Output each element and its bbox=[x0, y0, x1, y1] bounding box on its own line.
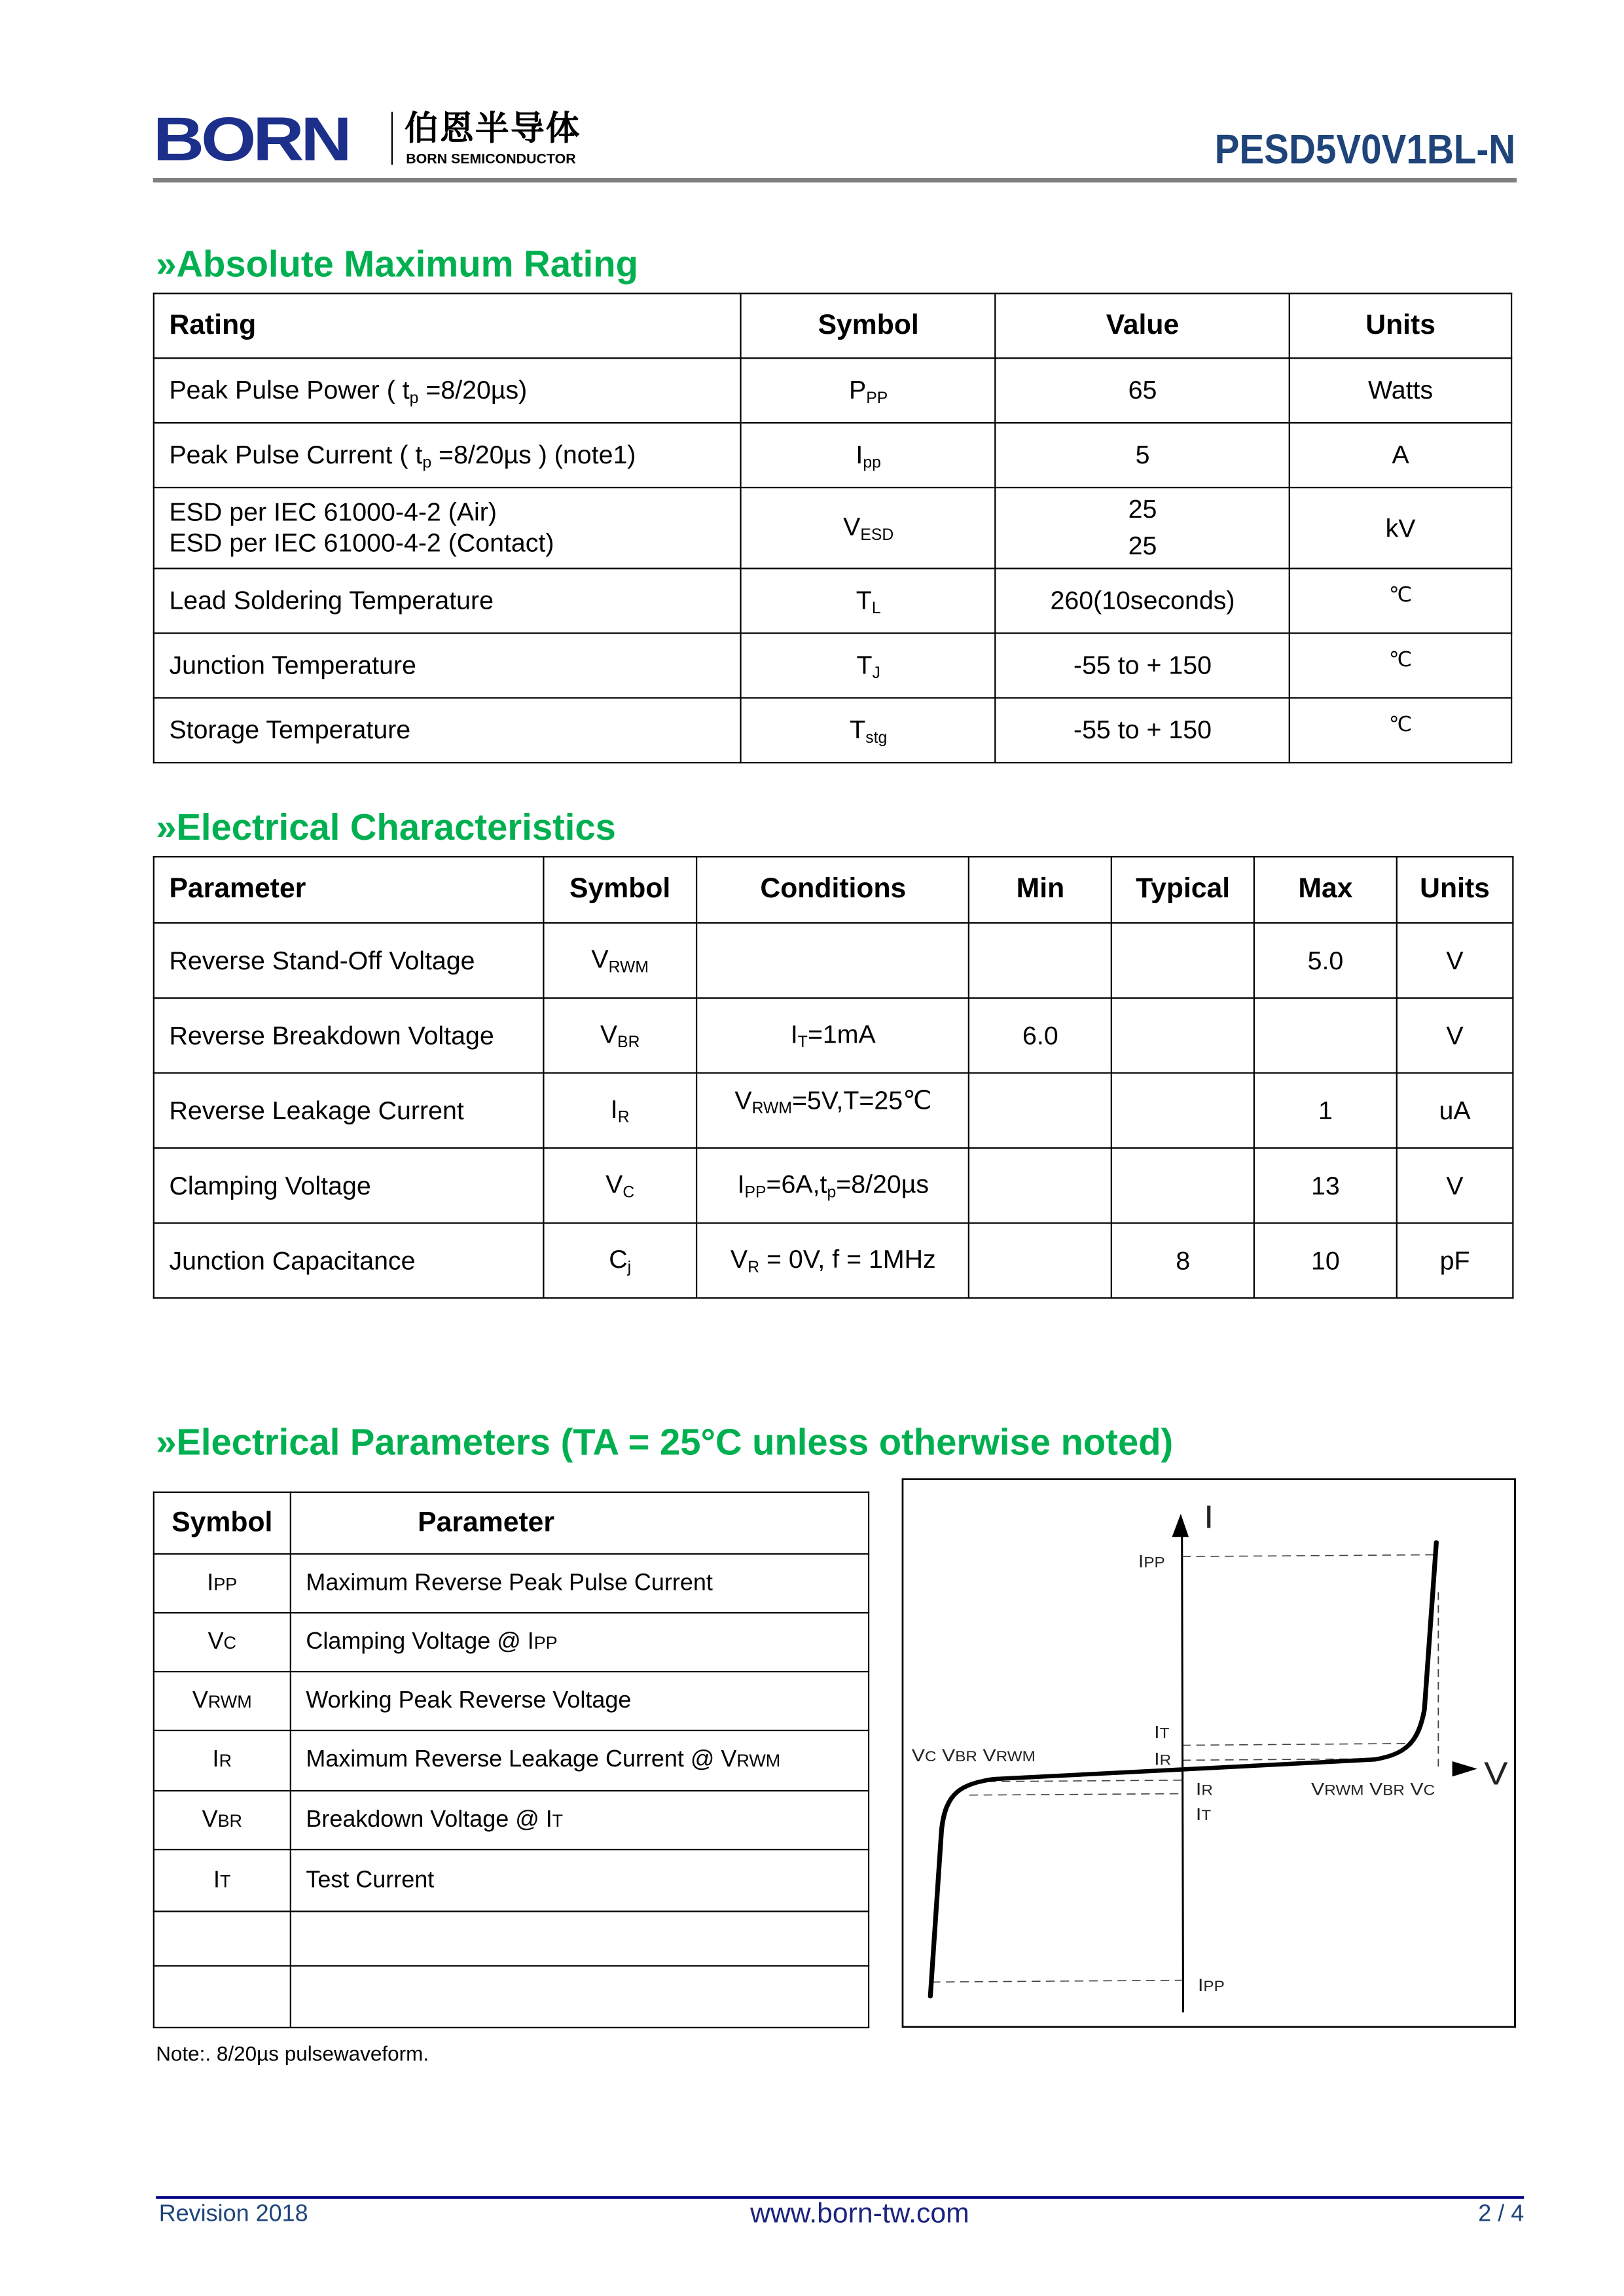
part-number-title: PESD5V0V1BL-N bbox=[1214, 126, 1515, 172]
max-cell: 1 bbox=[1254, 1073, 1397, 1148]
col-header: Units bbox=[1290, 293, 1511, 358]
conditions-cell bbox=[697, 923, 969, 998]
col-header: Value bbox=[996, 293, 1290, 358]
parameter-cell: Junction Capacitance bbox=[154, 1223, 543, 1299]
symbol-cell: $T_{stg}$ bbox=[741, 698, 995, 762]
axis-label-v: V bbox=[1484, 1755, 1508, 1791]
label-it-bottom: IT bbox=[1195, 1804, 1212, 1825]
table-row bbox=[154, 358, 1511, 423]
symbol-cell: VBR bbox=[154, 1791, 291, 1850]
symbol-cell bbox=[154, 1966, 291, 2028]
table-row bbox=[154, 1223, 1513, 1299]
units-cell: pF bbox=[1397, 1223, 1513, 1299]
max-cell: 10 bbox=[1254, 1223, 1397, 1299]
absolute-max-rating-table bbox=[153, 293, 1513, 763]
revision-label: Revision 2018 bbox=[158, 2202, 308, 2227]
col-header: Conditions bbox=[697, 857, 969, 923]
conditions-cell: $V_{RWM}=5V,T=25℃$ bbox=[697, 1073, 969, 1148]
value-cell: 5 bbox=[996, 423, 1290, 488]
table-header-row bbox=[154, 857, 1513, 923]
label-ipp-top: IPP bbox=[1138, 1551, 1165, 1572]
value-cell: -55 to + 150 bbox=[996, 698, 1290, 762]
table-header-row bbox=[154, 1492, 869, 1554]
typical-cell: 8 bbox=[1111, 1223, 1254, 1299]
units-cell: V bbox=[1397, 998, 1513, 1073]
table-row bbox=[154, 1850, 869, 1911]
table-row bbox=[154, 1613, 869, 1672]
max-cell: 13 bbox=[1254, 1148, 1397, 1223]
value-cell: 260(10seconds) bbox=[996, 569, 1290, 634]
table-row bbox=[154, 1731, 869, 1791]
label-negative-voltages: VC VBR VRWM bbox=[911, 1746, 1036, 1766]
parameter-cell: Maximum Reverse Leakage Current @ VRWM bbox=[291, 1731, 869, 1791]
label-ipp-bottom: IPP bbox=[1197, 1975, 1225, 1996]
units-cell: ℃ bbox=[1290, 698, 1511, 762]
symbol-cell: $T_J$ bbox=[741, 633, 995, 698]
conditions-cell: $I_{PP}=6A,t_p=8/20\mu s$ bbox=[697, 1148, 969, 1223]
col-header: Symbol bbox=[741, 293, 995, 358]
label-it-top: IT bbox=[1154, 1723, 1170, 1743]
header-rule bbox=[153, 178, 1517, 183]
table-row bbox=[154, 1148, 1513, 1223]
section-heading-ec: »Electrical Characteristics bbox=[156, 807, 616, 849]
col-header: Units bbox=[1397, 857, 1513, 923]
table-row bbox=[154, 998, 1513, 1073]
symbol-cell: $P_{PP}$ bbox=[741, 358, 995, 423]
label-positive-voltages: VRWM VBR VC bbox=[1311, 1780, 1435, 1800]
col-header: Typical bbox=[1111, 857, 1254, 923]
symbol-cell: $T_L$ bbox=[741, 569, 995, 634]
section-heading-ep: »Electrical Parameters (TA = 25°C unless otherwise noted) bbox=[156, 1422, 1174, 1464]
col-header: Min bbox=[969, 857, 1112, 923]
symbol-cell: $I_R$ bbox=[543, 1073, 697, 1148]
symbol-cell: $V_{BR}$ bbox=[543, 998, 697, 1073]
table-row bbox=[154, 1073, 1513, 1148]
symbol-cell bbox=[154, 1911, 291, 1965]
units-cell: Watts bbox=[1290, 358, 1511, 423]
units-cell: V bbox=[1397, 1148, 1513, 1223]
logo-chinese-name: 伯恩半导体 bbox=[405, 109, 581, 147]
rating-cell: ESD per IEC 61000-4-2 (Air) ESD per IEC 61000-4-2 (Contact) bbox=[154, 488, 742, 569]
value-cell: 65 bbox=[996, 358, 1290, 423]
table-row bbox=[154, 633, 1511, 698]
electrical-parameters-table bbox=[153, 1492, 869, 2028]
max-cell bbox=[1254, 998, 1397, 1073]
units-cell: ℃ bbox=[1290, 633, 1511, 698]
typical-cell bbox=[1111, 1148, 1254, 1223]
axis-label-i: I bbox=[1204, 1499, 1214, 1535]
symbol-cell: IR bbox=[154, 1731, 291, 1791]
parameter-cell: Clamping Voltage bbox=[154, 1148, 543, 1223]
section-heading-amr: »Absolute Maximum Rating bbox=[156, 244, 638, 285]
col-header: Symbol bbox=[543, 857, 697, 923]
rating-cell: Junction Temperature bbox=[154, 633, 742, 698]
col-header: Parameter bbox=[154, 857, 543, 923]
parameter-cell bbox=[291, 1966, 869, 2028]
min-cell bbox=[969, 1223, 1112, 1299]
units-cell: ℃ bbox=[1290, 569, 1511, 634]
website-link[interactable]: www.born-tw.com bbox=[750, 2198, 969, 2230]
value-cell: -55 to + 150 bbox=[996, 633, 1290, 698]
parameter-cell: Reverse Leakage Current bbox=[154, 1073, 543, 1148]
symbol-cell: IT bbox=[154, 1850, 291, 1911]
min-cell: 6.0 bbox=[969, 998, 1112, 1073]
units-cell: V bbox=[1397, 923, 1513, 998]
iv-characteristic-diagram bbox=[902, 1479, 1517, 2028]
table-row bbox=[154, 698, 1511, 762]
col-header: Max bbox=[1254, 857, 1397, 923]
min-cell bbox=[969, 1073, 1112, 1148]
min-cell bbox=[969, 923, 1112, 998]
table-row bbox=[154, 1554, 869, 1613]
symbol-cell: $I_{pp}$ bbox=[741, 423, 995, 488]
max-cell: 5.0 bbox=[1254, 923, 1397, 998]
table-row bbox=[154, 923, 1513, 998]
typical-cell bbox=[1111, 998, 1254, 1073]
units-cell: kV bbox=[1290, 488, 1511, 569]
typical-cell bbox=[1111, 923, 1254, 998]
min-cell bbox=[969, 1148, 1112, 1223]
parameter-cell: Working Peak Reverse Voltage bbox=[291, 1672, 869, 1731]
units-cell: A bbox=[1290, 423, 1511, 488]
symbol-cell: VRWM bbox=[154, 1672, 291, 1731]
col-header: Symbol bbox=[154, 1492, 291, 1554]
table-row bbox=[154, 1966, 869, 2028]
born-logo: BORN bbox=[153, 104, 349, 174]
conditions-cell: $I_T=1mA$ bbox=[697, 998, 969, 1073]
parameter-cell: Maximum Reverse Peak Pulse Current bbox=[291, 1554, 869, 1613]
symbol-cell: $V_C$ bbox=[543, 1148, 697, 1223]
table-row bbox=[154, 488, 1511, 569]
parameter-cell: Clamping Voltage @ IPP bbox=[291, 1613, 869, 1672]
symbol-cell: $V_{ESD}$ bbox=[741, 488, 995, 569]
parameter-cell: Breakdown Voltage @ IT bbox=[291, 1791, 869, 1850]
table-row bbox=[154, 1791, 869, 1850]
rating-cell: Peak Pulse Current ( $t_p =8/20\mu s$ ) (note1) bbox=[154, 423, 742, 488]
table-row bbox=[154, 569, 1511, 634]
symbol-cell: $C_j$ bbox=[543, 1223, 697, 1299]
rating-cell: Peak Pulse Power ( $t_p =8/20\mu s$) bbox=[154, 358, 742, 423]
parameter-cell bbox=[291, 1911, 869, 1965]
table-row bbox=[154, 1911, 869, 1965]
footnote: Note:. 8/20µs pulsewaveform. bbox=[156, 2041, 429, 2066]
page-number: 2 / 4 bbox=[1478, 2202, 1525, 2227]
col-header: Rating bbox=[154, 293, 742, 358]
current-axis bbox=[1182, 1535, 1183, 2013]
rating-cell: Storage Temperature bbox=[154, 698, 742, 762]
col-header: Parameter bbox=[291, 1492, 869, 1554]
units-cell: uA bbox=[1397, 1073, 1513, 1148]
parameter-cell: Reverse Stand-Off Voltage bbox=[154, 923, 543, 998]
symbol-cell: $V_{RWM}$ bbox=[543, 923, 697, 998]
parameter-cell: Reverse Breakdown Voltage bbox=[154, 998, 543, 1073]
symbol-cell: IPP bbox=[154, 1554, 291, 1613]
logo-english-name: BORN SEMICONDUCTOR bbox=[406, 151, 576, 168]
table-row bbox=[154, 1672, 869, 1731]
table-row bbox=[154, 423, 1511, 488]
typical-cell bbox=[1111, 1073, 1254, 1148]
parameter-cell: Test Current bbox=[291, 1850, 869, 1911]
table-header-row bbox=[154, 293, 1511, 358]
rating-cell: Lead Soldering Temperature bbox=[154, 569, 742, 634]
electrical-characteristics-table bbox=[153, 856, 1514, 1299]
label-ir-bottom: IR bbox=[1195, 1780, 1213, 1800]
label-ir-top: IR bbox=[1154, 1749, 1172, 1770]
conditions-cell: $V_R = 0V$, f = 1MHz bbox=[697, 1223, 969, 1299]
symbol-cell: VC bbox=[154, 1613, 291, 1672]
logo-divider bbox=[391, 112, 393, 165]
value-cell: 25 25 bbox=[996, 488, 1290, 569]
